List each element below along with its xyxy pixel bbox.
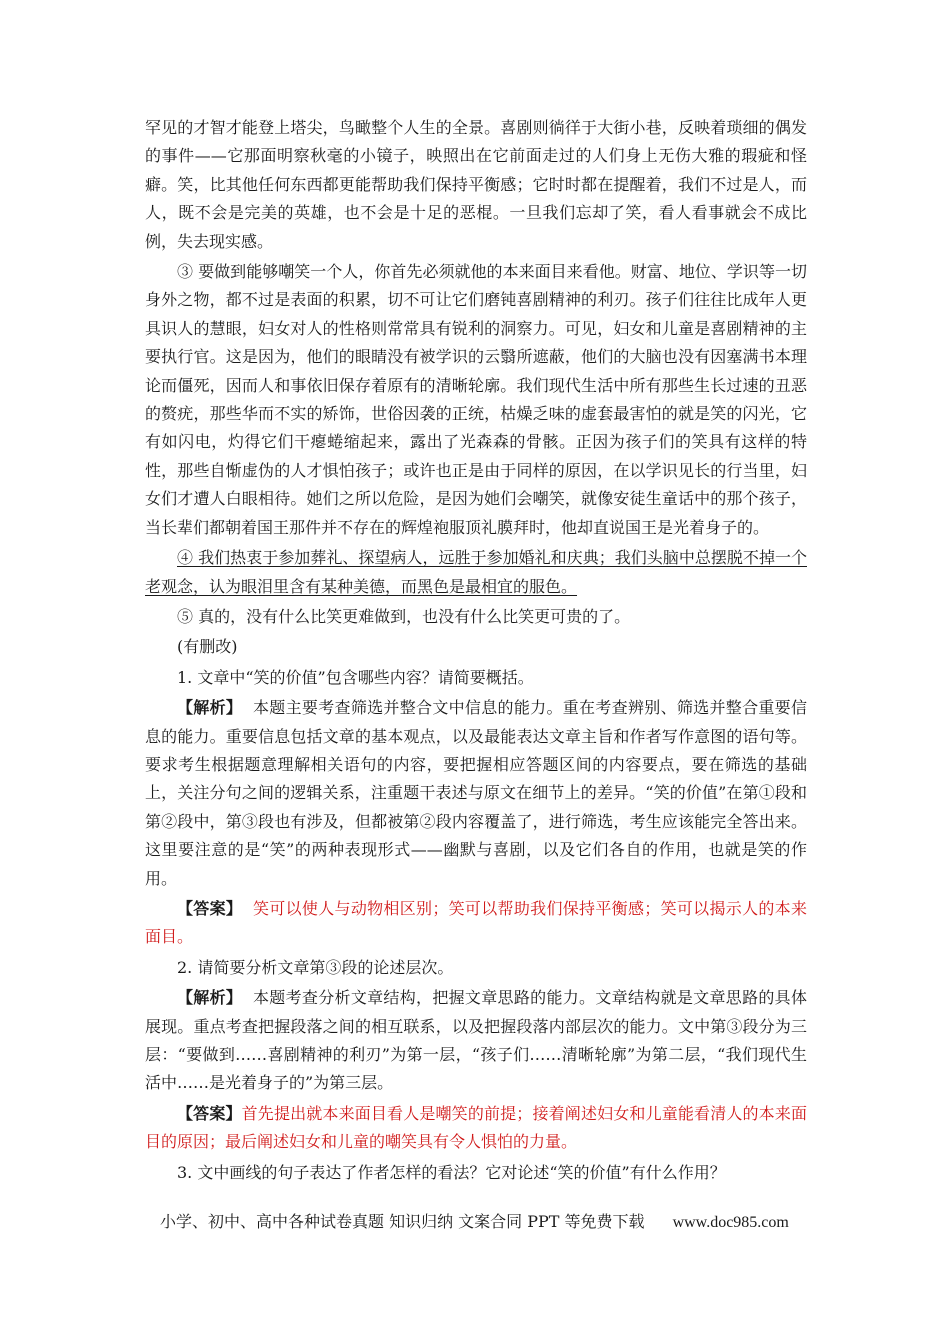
analysis-text: 本题主要考查筛选并整合文中信息的能力。重在考查辨别、筛选并整合重要信息的能力。重要信息包括文章的基本观点，以及最能表达文章主旨和作者写作意图的语句等。要求考生根据题意理解相关语句的内容，要把握相应答题区间的内容要点，要在筛选的基础上，关注分句之间的逻辑关系，注重题干表述与原文在细节上的差异。“笑的价值”在第①段和第②段中，第③段也有涉及，但都被第②段内容覆盖了，进行筛选，考生应该能完全答出来。这里要注意的是“笑”的两种表现形式——幽默与喜剧，以及它们各自的作用，也就是笑的作用。 — [145, 698, 807, 888]
answer-text: 首先提出就本来面目看人是嘲笑的前提；接着阐述妇女和儿童能看清人的本来面目的原因；最后阐述妇女和儿童的嘲笑具有令人惧怕的力量。 — [145, 1103, 807, 1152]
analysis-text: 本题考查分析文章结构，把握文章思路的能力。文章结构就是文章思路的具体展现。重点考查把握段落之间的相互联系，以及把握段落内部层次的能力。文中第③段分为三层：“要做到……喜剧精神的利刃”为第一层，“孩子们……清晰轮廓”为第二层，“我们现代生活中……是光着身子的”为第三层。 — [145, 988, 807, 1093]
answer-tag: 【答案】 — [177, 1103, 242, 1123]
page-footer — [160, 1210, 800, 1235]
question-1-analysis — [145, 694, 807, 893]
passage-paragraph-3: ③ 要做到能够嘲笑一个人，你首先必须就他的本来面目来看他。财富、地位、学识等一切身外之物，都不过是表面的积累，切不可让它们磨钝喜剧精神的利刃。孩子们往往比成年人更具识人的慧眼，妇女对人的性格则常常具有锐利的洞察力。可见，妇女和儿童是喜剧精神的主要执行官。这是因为，他们的眼睛没有被学识的云翳所遮蔽，他们的大脑也没有因塞满书本理论而僵死，因而人和事依旧保存着原有的清晰轮廓。我们现代生活中所有那些生长过速的丑恶的赘疣，那些华而不实的矫饰，世俗因袭的正统，枯燥乏味的虚套最害怕的就是笑的闪光，它有如闪电，灼得它们干瘪蜷缩起来，露出了光森森的骨骸。正因为孩子们的笑具有这样的特性，那些自惭虚伪的人才惧怕孩子；或许也正是由于同样的原因，在以学识见长的行当里，妇女们才遭人白眼相待。她们之所以危险，是因为她们会嘲笑，就像安徒生童话中的那个孩子，当长辈们都朝着国王那件并不存在的辉煌袍服顶礼膜拜时，他却直说国王是光着身子的。 — [145, 262, 807, 537]
answer-tag: 【答案】 — [177, 898, 243, 918]
question-1: 1. 文章中“笑的价值”包含哪些内容？请简要概括。 — [177, 667, 534, 687]
footer-text: 小学、初中、高中各种试卷真题 知识归纳 文案合同 PPT 等免费下载 — [160, 1212, 645, 1231]
question-3: 3. 文中画线的句子表达了作者怎样的看法？它对论述“笑的价值”有什么作用？ — [177, 1162, 726, 1182]
analysis-tag: 【解析】 — [177, 988, 243, 1008]
analysis-tag: 【解析】 — [177, 698, 243, 718]
question-1-answer — [145, 895, 807, 952]
answer-text: 笑可以使人与动物相区别；笑可以帮助我们保持平衡感；笑可以揭示人的本来面目。 — [145, 898, 807, 947]
passage-paragraph-2-continued: 罕见的才智才能登上塔尖，鸟瞰整个人生的全景。喜剧则徜徉于大街小巷，反映着琐细的偶发的事件——它那面明察秋毫的小镜子，映照出在它前面走过的人们身上无伤大雅的瑕疵和怪癖。笑，比其他任何东西都更能帮助我们保持平衡感；它时时都在提醒着，我们不过是人，而人，既不会是完美的英雄，也不会是十足的恶棍。一旦我们忘却了笑，看人看事就会不成比例，失去现实感。 — [145, 118, 807, 251]
source-note: (有删改) — [177, 637, 238, 657]
question-2: 2. 请简要分析文章第③段的论述层次。 — [177, 957, 454, 977]
passage-paragraph-4 — [145, 544, 807, 601]
question-2-answer — [145, 1100, 807, 1157]
underlined-sentence: ④ 我们热衷于参加葬礼、探望病人，远胜于参加婚礼和庆典；我们头脑中总摆脱不掉一个老观念，认为眼泪里含有某种美德，而黑色是最相宜的服色。 — [145, 548, 807, 596]
footer-site-link[interactable]: www.doc985.com — [672, 1214, 789, 1231]
document-body — [145, 114, 807, 1187]
question-2-analysis — [145, 984, 807, 1098]
passage-paragraph-5: ⑤ 真的，没有什么比笑更难做到，也没有什么比笑更可贵的了。 — [177, 606, 631, 626]
